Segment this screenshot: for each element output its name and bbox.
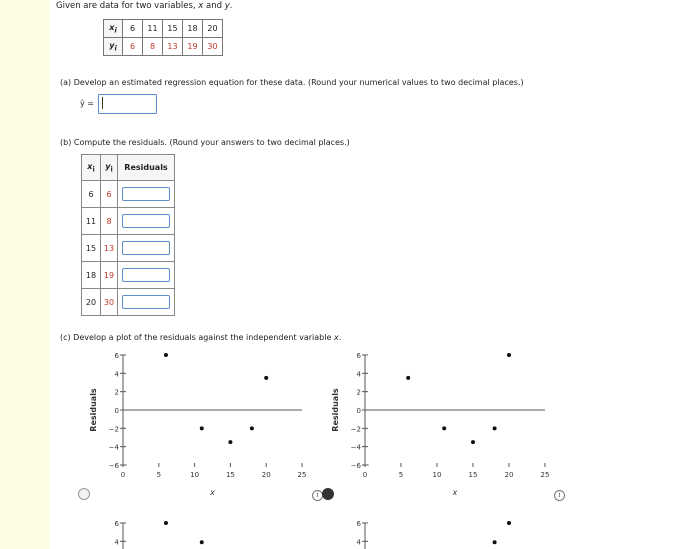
option-2-info-icon[interactable]: i [554, 490, 565, 501]
xi-cell: 11 [82, 208, 101, 235]
y-cell: 19 [183, 38, 203, 56]
data-point [250, 426, 254, 430]
data-point [164, 521, 168, 525]
data-point [493, 540, 497, 544]
option-2-radio[interactable] [322, 488, 334, 500]
residuals-header: Residuals [118, 155, 175, 181]
y-tick-label: 6 [356, 352, 361, 360]
yi-cell: 19 [101, 262, 118, 289]
x-tick-label: 20 [261, 471, 271, 479]
part-c-text: (c) Develop a plot of the residuals against the independent variable x. [60, 333, 342, 342]
x-tick-label: 0 [120, 471, 126, 479]
x-tick-label: 15 [225, 471, 235, 479]
yhat-label: ŷ = [80, 99, 94, 108]
xi-cell: 6 [82, 181, 101, 208]
y-tick-label: 4 [114, 538, 119, 547]
yi-header: $y_i$ [101, 155, 118, 181]
part-b-text: (b) Compute the residuals. (Round your answers to two decimal places.) [60, 138, 350, 147]
x-tick-label: 10 [190, 471, 200, 479]
y-tick-label: 2 [114, 388, 119, 397]
y-tick-label: −4 [108, 443, 119, 452]
data-point [406, 376, 410, 380]
xi-cell: 18 [82, 262, 101, 289]
x-tick-label: 5 [156, 471, 162, 479]
xi-cell: 20 [82, 289, 101, 316]
y-tick-label: −6 [108, 462, 119, 470]
data-point [200, 540, 204, 544]
data-point [200, 426, 204, 430]
y-cell: 30 [203, 38, 223, 56]
x-tick-label: 10 [432, 471, 442, 479]
y-tick-label: 2 [356, 388, 361, 397]
y-tick-label: −2 [350, 425, 361, 434]
y-cell: 8 [143, 38, 163, 56]
y-cell: 6 [123, 38, 143, 56]
data-point [507, 353, 511, 357]
y-tick-label: −6 [350, 462, 361, 470]
x-axis-label: x [210, 488, 215, 497]
data-point [264, 376, 268, 380]
x-tick-label: 5 [398, 471, 404, 479]
x-header: $x_i$ [104, 20, 123, 38]
option-1-radio[interactable] [78, 488, 90, 500]
y-tick-label: 6 [356, 520, 361, 528]
y-tick-label: −2 [108, 425, 119, 434]
x-axis-label: x [452, 488, 458, 497]
data-point [164, 353, 168, 357]
yi-cell: 6 [101, 181, 118, 208]
x-cell: 11 [143, 20, 163, 38]
y-tick-label: 6 [114, 352, 119, 360]
y-axis-label: Residuals [331, 388, 340, 432]
y-tick-label: 6 [114, 520, 119, 528]
xi-header: $x_i$ [82, 155, 101, 181]
part-a-text: (a) Develop an estimated regression equation for these data. (Round your numerical values to two decimal places.) [60, 78, 524, 87]
x-tick-label: 0 [362, 471, 368, 479]
yi-cell: 30 [101, 289, 118, 316]
y-tick-label: 0 [114, 407, 119, 415]
x-tick-label: 15 [468, 471, 478, 479]
x-cell: 15 [163, 20, 183, 38]
data-point [493, 426, 497, 430]
yi-cell: 13 [101, 235, 118, 262]
data-point [228, 440, 232, 444]
option-1-info-icon[interactable]: i [312, 490, 323, 501]
problem-intro: Given are data for two variables, x and y. [56, 1, 233, 11]
yi-cell: 8 [101, 208, 118, 235]
x-tick-label: 20 [504, 471, 514, 479]
x-tick-label: 25 [297, 471, 307, 479]
y-tick-label: −4 [350, 443, 361, 452]
y-axis-label: Residuals [89, 388, 98, 432]
x-cell: 18 [183, 20, 203, 38]
xi-cell: 15 [82, 235, 101, 262]
y-cell: 13 [163, 38, 183, 56]
y-tick-label: 4 [356, 370, 361, 379]
y-tick-label: 4 [114, 370, 119, 379]
x-cell: 20 [203, 20, 223, 38]
x-tick-label: 25 [540, 471, 550, 479]
y-header: $y_i$ [104, 38, 123, 56]
y-tick-label: 4 [356, 538, 361, 547]
data-point [442, 426, 446, 430]
data-point [507, 521, 511, 525]
x-cell: 6 [123, 20, 143, 38]
data-point [471, 440, 475, 444]
y-tick-label: 0 [356, 407, 361, 415]
